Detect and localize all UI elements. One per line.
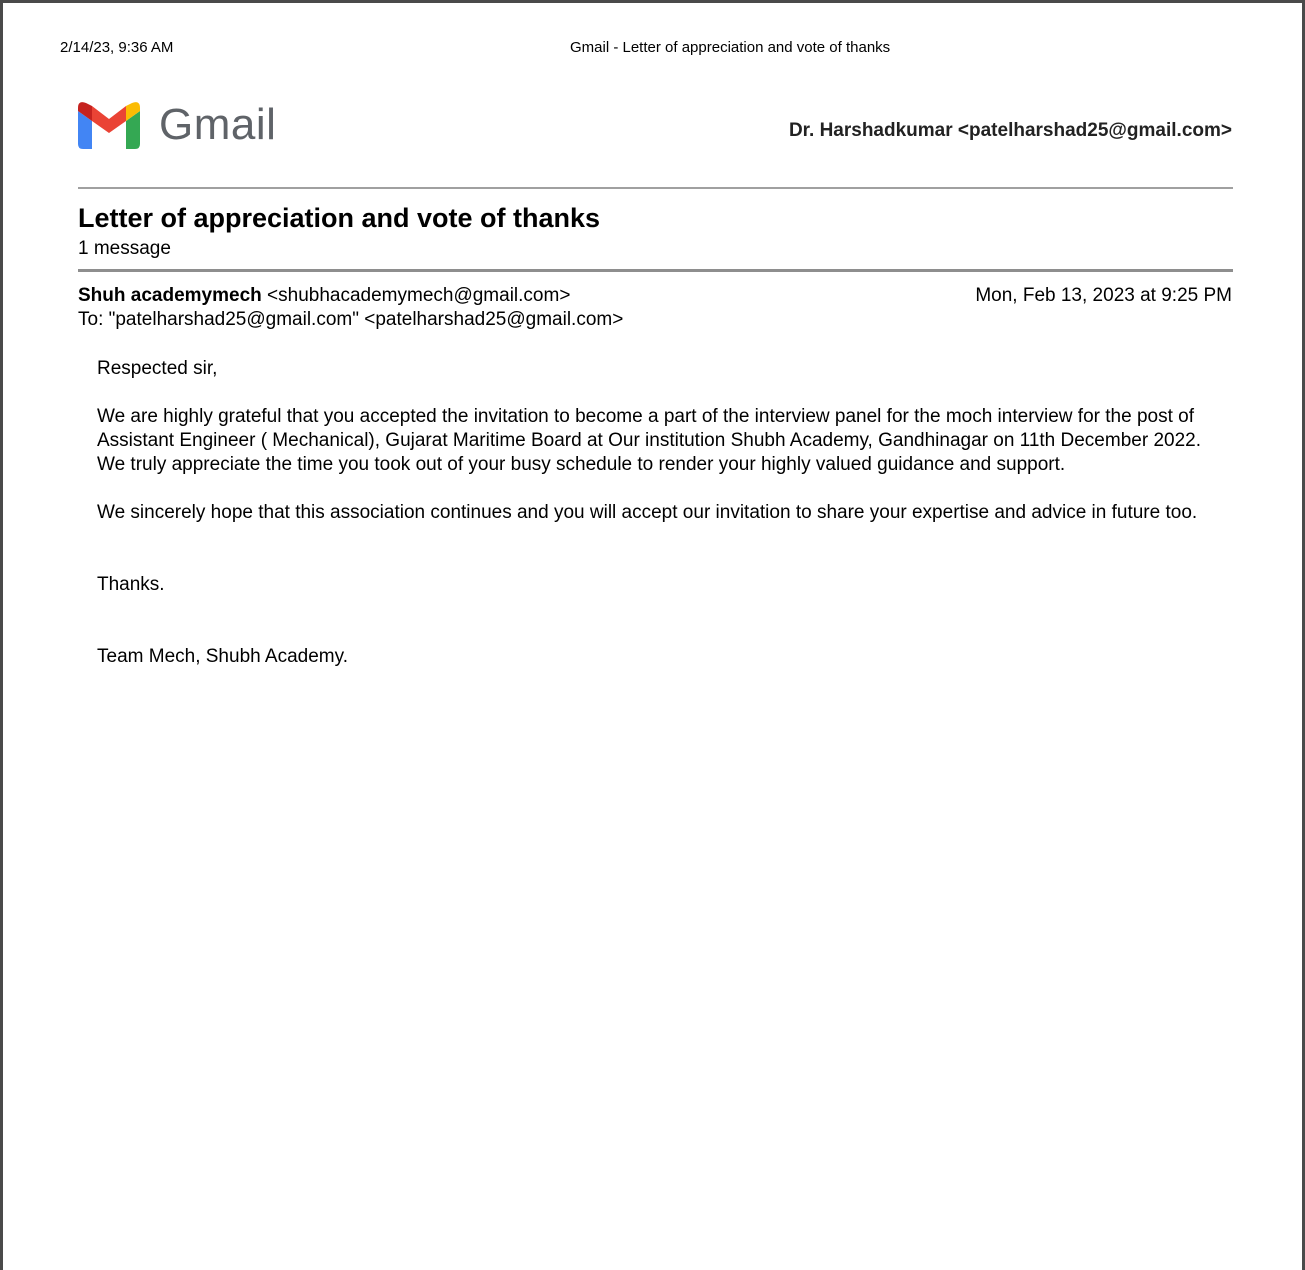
recipient-line: To: "patelharshad25@gmail.com" <patelharshad25@gmail.com> <box>78 309 624 330</box>
body-paragraph-1: We are highly grateful that you accepted the invitation to become a part of the interview panel for the moch interview for the post of Assistant Engineer ( Mechanical), Gujarat Maritime Board at Our institution Shubh Academy, Gandhinagar on 11th December 2022. We truly appreciate the time you took out of your busy schedule to render your highly valued guidance and support. <box>97 406 1201 475</box>
print-datetime: 2/14/23, 9:36 AM <box>60 39 174 56</box>
message-date: Mon, Feb 13, 2023 at 9:25 PM <box>975 285 1232 306</box>
printed-page <box>3 3 1302 1270</box>
sender-name: Shuh academymech <box>78 285 262 306</box>
thread-divider <box>78 269 1233 272</box>
message-count: 1 message <box>78 238 171 259</box>
account-owner: Dr. Harshadkumar <patelharshad25@gmail.com> <box>788 120 1232 141</box>
closing-thanks: Thanks. <box>97 574 165 595</box>
thread-subject: Letter of appreciation and vote of thanks <box>78 203 601 233</box>
print-page-title: Gmail - Letter of appreciation and vote of thanks <box>570 39 891 56</box>
sender-email: <shubhacademymech@gmail.com> <box>267 285 571 306</box>
gmail-m-icon <box>78 101 140 149</box>
message-body <box>97 357 1217 669</box>
gmail-logo <box>78 101 276 149</box>
gmail-wordmark: Gmail <box>159 100 277 149</box>
sender-line <box>78 285 570 307</box>
body-paragraph-2: We sincerely hope that this association continues and you will accept our invitation to share your expertise and advice in future too. <box>97 502 1198 523</box>
signature: Team Mech, Shubh Academy. <box>97 646 348 667</box>
header-divider <box>78 187 1233 189</box>
greeting: Respected sir, <box>97 358 218 379</box>
